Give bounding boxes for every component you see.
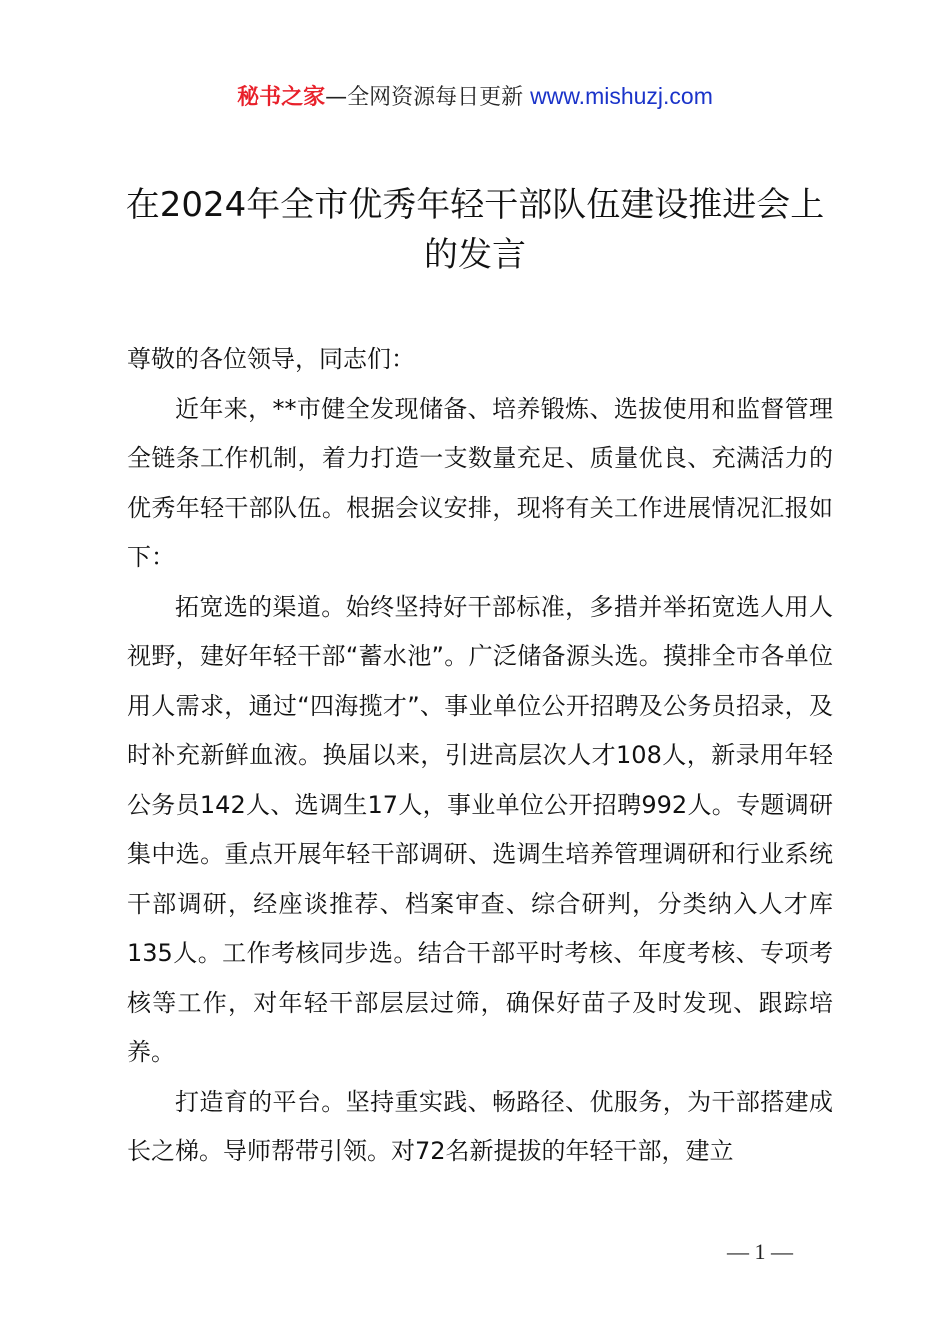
salutation: 尊敬的各位领导，同志们： [127,345,415,373]
document-body [127,335,833,1177]
page-number: — 1 — [727,1239,793,1264]
site-header [0,80,950,114]
site-url-link[interactable]: www.mishuzj.com [530,83,713,109]
paragraph: 打造育的平台。坚持重实践、畅路径、优服务，为干部搭建成长之梯。导师帮带引领。对72名新提拔的年轻干部，建立 [127,1087,833,1165]
site-name: 秘书之家 [237,85,326,110]
paragraph: 拓宽选的渠道。始终坚持好干部标准，多措并举拓宽选人用人视野，建好年轻干部“蓄水池”。广泛储备源头选。摸排全市各单位用人需求，通过“四海揽才”、事业单位公开招聘及公务员招录，及时补充新鲜血液。换届以来，引进高层次人才108人，新录用年轻公务员142人、选调生17人，事业单位公开招聘992人。专题调研集中选。重点开展年轻干部调研、选调生培养管理调研和行业系统干部调研，经座谈推荐、档案审查、综合研判，分类纳入人才库135人。工作考核同步选。结合干部平时考核、年度考核、专项考核等工作，对年轻干部层层过筛，确保好苗子及时发现、跟踪培养。 [127,592,833,1066]
paragraph: 近年来，**市健全发现储备、培养锻炼、选拔使用和监督管理全链条工作机制，着力打造一支数量充足、质量优良、充满活力的优秀年轻干部队伍。根据会议安排，现将有关工作进展情况汇报如下： [127,394,833,571]
site-tagline: —全网资源每日更新 [325,85,531,110]
document-title: 在2024年全市优秀年轻干部队伍建设推进会上的发言 [125,185,825,275]
